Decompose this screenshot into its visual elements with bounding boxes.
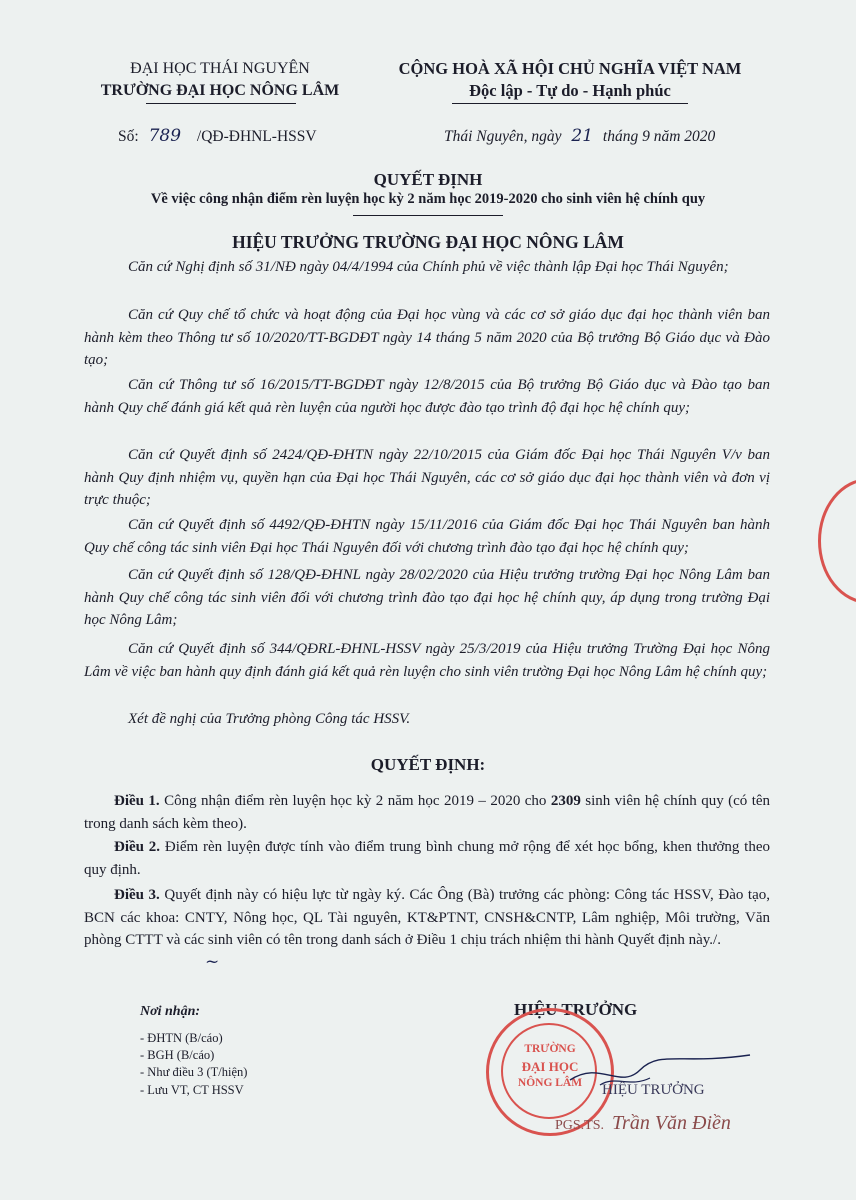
ground-1 xyxy=(84,256,770,279)
ground-2-text: Căn cứ Quy chế tổ chức và hoạt động của Đại học vùng và các cơ sở giáo dục đại học thành viên ban hành kèm theo Thông tư số 10/2020/TT-BGDĐT ngày 14 tháng 5 năm 2020 của Bộ trưởng Bộ Giáo dục và Đào tạo; xyxy=(84,307,770,369)
recipient-item: - ĐHTN (B/cáo) xyxy=(140,1031,223,1045)
article-2-label: Điều 2. xyxy=(114,839,161,855)
national-heading xyxy=(360,58,780,102)
article-1-label: Điều 1. xyxy=(114,793,160,809)
authority-heading: HIỆU TRƯỞNG TRƯỜNG ĐẠI HỌC NÔNG LÂM xyxy=(232,232,624,252)
seal-line-1: TRƯỜNG xyxy=(524,1043,576,1055)
article-1-text-before: Công nhận điểm rèn luyện học kỳ 2 năm học 2019 – 2020 cho xyxy=(164,793,547,809)
article-1-text-after: sinh viên hệ chính quy (có tên trong danh sách kèm theo). xyxy=(84,793,771,832)
article-3 xyxy=(84,884,770,952)
signatory-fullname: Trần Văn Điền xyxy=(612,1112,731,1134)
article-3-text: Quyết định này có hiệu lực từ ngày ký. Các Ông (Bà) trưởng các phòng: Công tác HSSV, Đào tạo, BCN các khoa: CNTY, Nông học, QL Tài nguyên, KT&PTNT, CNSH&CNTP, Lâm nghiệp, Môi trường, Văn phòng CTTT và các sinh viên có tên trong danh sách ở Điều 1 chịu trách nhiệm thi hành Quyết định này./. xyxy=(84,887,770,949)
issuer-block xyxy=(70,58,370,102)
signatory-name xyxy=(555,1112,731,1135)
ground-8-text: Xét đề nghị của Trưởng phòng Công tác HSSV. xyxy=(128,711,411,727)
ground-6 xyxy=(84,564,770,632)
motto: Độc lập - Tự do - Hạnh phúc xyxy=(469,81,671,100)
document-title: QUYẾT ĐỊNH xyxy=(373,170,483,189)
article-3-label: Điều 3. xyxy=(114,887,160,903)
issuer-university: ĐẠI HỌC THÁI NGUYÊN xyxy=(130,60,310,77)
ground-4-text: Căn cứ Quyết định số 2424/QĐ-ĐHTN ngày 22/10/2015 của Giám đốc Đại học Thái Nguyên V/v ban hành Quy định nhiệm vụ, quyền hạn của Đại học Thái Nguyên, các cơ sở giáo dục đại học thành viên và đơn vị trực thuộc; xyxy=(84,447,770,509)
number-prefix: Số: xyxy=(118,128,139,145)
recipient-item: - Lưu VT, CT HSSV xyxy=(140,1082,244,1097)
issuer-underline xyxy=(146,103,296,104)
subject-underline xyxy=(353,215,503,216)
recipient-item: - BGH (B/cáo) xyxy=(140,1048,215,1063)
article-1-count: 2309 xyxy=(550,793,581,809)
article-2-text: Điểm rèn luyện được tính vào điểm trung bình chung mở rộng để xét học bổng, khen thưởng theo quy định. xyxy=(84,839,771,878)
ground-6-text: Căn cứ Quyết định số 128/QĐ-ĐHNL ngày 28/02/2020 của Hiệu trưởng trường Đại học Nông Lâm ban hành Quy chế công tác sinh viên đối với chương trình đào tạo đại học hệ chính quy, áp dụng trong trường Đại học Nông Lâm; xyxy=(84,567,770,629)
recipients-heading: Nơi nhận: xyxy=(140,1004,201,1019)
ground-8 xyxy=(84,708,770,731)
ground-5-text: Căn cứ Quyết định số 4492/QĐ-ĐHTN ngày 15/11/2016 của Giám đốc Đại học Thái Nguyên ban hành Quy chế công tác sinh viên Đại học Thái Nguyên đối với chương trình đào tạo đại học hệ chính quy; xyxy=(84,517,770,556)
ground-1-text: Căn cứ Nghị định số 31/NĐ ngày 04/4/1994 của Chính phủ về việc thành lập Đại học Thái Nguyên; xyxy=(128,259,729,275)
signature-stamp-title: HIỆU TRƯỞNG xyxy=(602,1082,705,1098)
date-day: 21 xyxy=(571,126,594,146)
ground-5 xyxy=(84,514,770,559)
recipients-list xyxy=(140,1030,247,1099)
date-suffix: tháng 9 năm 2020 xyxy=(602,128,716,145)
ground-4 xyxy=(84,444,770,512)
initial-mark: ~ xyxy=(205,952,220,972)
ground-3-text: Căn cứ Thông tư số 16/2015/TT-BGDĐT ngày 12/8/2015 của Bộ trưởng Bộ Giáo dục và Đào tạo ban hành Quy chế đánh giá kết quả rèn luyện của người học được đào tạo trình độ đại học hệ chính quy; xyxy=(84,377,770,416)
issuer-school: TRƯỜNG ĐẠI HỌC NÔNG LÂM xyxy=(100,82,340,99)
number-suffix: /QĐ-ĐHNL-HSSV xyxy=(196,128,317,145)
article-2 xyxy=(84,836,770,881)
signature-title: HIỆU TRƯỞNG xyxy=(514,1000,638,1019)
signatory-prefix: PGS.TS. xyxy=(555,1118,605,1133)
seal-line-2: ĐẠI HỌC xyxy=(521,1059,579,1074)
ground-3 xyxy=(84,374,770,419)
document-date xyxy=(444,126,715,146)
number-handwritten: 789 xyxy=(148,126,182,146)
motto-underline xyxy=(452,103,688,104)
article-1 xyxy=(84,790,770,835)
ground-7-text: Căn cứ Quyết định số 344/QĐRL-ĐHNL-HSSV ngày 25/3/2019 của Hiệu trưởng Trường Đại học Nông Lâm về việc ban hành quy định đánh giá kết quả rèn luyện cho sinh viên trường Đại học Nông Lâm hệ chính quy; xyxy=(84,641,770,680)
ground-7 xyxy=(84,638,770,683)
date-prefix: Thái Nguyên, ngày xyxy=(444,128,562,145)
country-name: CỘNG HOÀ XÃ HỘI CHỦ NGHĨA VIỆT NAM xyxy=(398,59,742,78)
seal-line-3: NÔNG LÂM xyxy=(517,1077,583,1089)
document-subject: Về việc công nhận điểm rèn luyện học kỳ 2 năm học 2019-2020 cho sinh viên hệ chính quy xyxy=(150,191,706,207)
decision-heading: QUYẾT ĐỊNH: xyxy=(370,755,486,774)
document-number xyxy=(118,126,317,146)
edge-seal-fragment xyxy=(818,478,856,604)
ground-2 xyxy=(84,304,770,372)
recipient-item: - Như điều 3 (T/hiện) xyxy=(140,1065,248,1080)
